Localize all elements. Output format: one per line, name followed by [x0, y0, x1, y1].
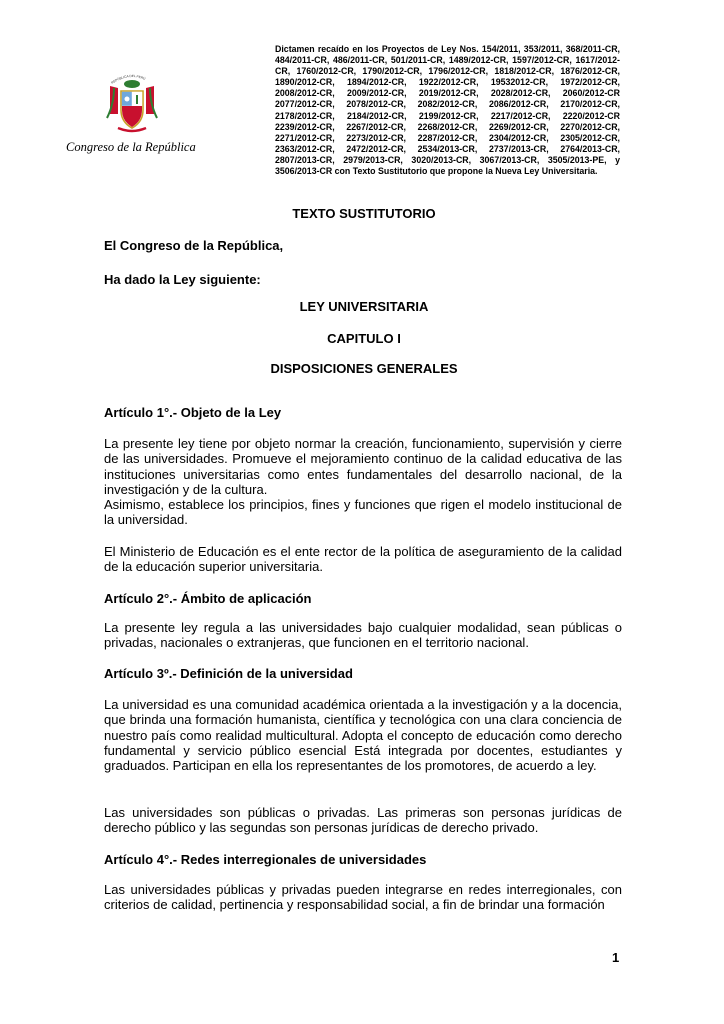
article-3-paragraph-1: La universidad es una comunidad académica orientada a la investigación y a la docencia, que brinda una formación humanista, científica y tecnológica con una clara conciencia de nuestro país como realidad multicultural. Adopta el concepto de educación como derecho fundamental y servicio público esencial Está integrada por docentes, estudiantes y graduados. Participan en ella los representantes de los promotores, de acuerdo a ley.: [104, 697, 622, 774]
article-3-title: Artículo 3º.- Definición de la universidad: [104, 666, 353, 681]
article-2-title: Artículo 2°.- Ámbito de aplicación: [104, 591, 312, 606]
article-4-title: Artículo 4°.- Redes interregionales de universidades: [104, 852, 427, 867]
article-4-paragraph-1: Las universidades públicas y privadas pueden integrarse en redes interregionales, con criterios de calidad, pertinencia y responsabilidad social, a fin de brindar una formación: [104, 882, 622, 913]
texto-sustitutorio-heading: TEXTO SUSTITUTORIO: [292, 206, 436, 221]
page-number: 1: [612, 950, 620, 965]
chapter-heading: CAPITULO I: [327, 331, 401, 346]
article-1-paragraph-1: La presente ley tiene por objeto normar la creación, funcionamiento, supervisión y cierre de las universidades. Promueve el mejoramiento continuo de la calidad educativa de las instituciones universitarias como entes fundamentales del desarrollo nacional, de la investigación y de la cultura.: [104, 436, 622, 497]
institution-block: [58, 68, 208, 168]
article-1-paragraph-2: Asimismo, establece los principios, fines y funciones que rigen el modelo institucional de la universidad.: [104, 497, 622, 528]
coat-of-arms-icon: [104, 74, 160, 136]
dictamen-header: Dictamen recaído en los Proyectos de Ley Nos. 154/2011, 353/2011, 368/2011-CR, 484/2011-CR, 486/2011-CR, 501/2011-CR, 1489/2012-CR, 1597/2012-CR, 1617/2012-CR, 1760/2012-CR, 1790/2012-CR, 1796/2012-CR, 1818/2012-CR, 1876/2012-CR, 1890/2012-CR, 1894/2012-CR, 1922/2012-CR, 19532012-CR, 1972/2012-CR, 2008/2012-CR, 2009/2012-CR, 2019/2012-CR, 2028/2012-CR, 2060/2012-CR 2077/2012-CR, 2078/2012-CR, 2082/2012-CR, 2086/2012-CR, 2170/2012-CR, 2178/2012-CR, 2184/2012-CR, 2199/2012-CR, 2217/2012-CR, 2220/2012-CR 2239/2012-CR, 2267/2012-CR, 2268/2012-CR, 2269/2012-CR, 2270/2012-CR, 2271/2012-CR, 2273/2012-CR, 2287/2012-CR, 2304/2012-CR, 2305/2012-CR, 2363/2012-CR, 2472/2012-CR, 2534/2013-CR, 2737/2013-CR, 2764/2013-CR, 2807/2013-CR, 2979/2013-CR, 3020/2013-CR, 3067/2013-CR, 3505/2013-PE, y 3506/2013-CR con Texto Sustitutorio que propone la Nueva Ley Universitaria.: [275, 44, 620, 177]
ha-dado-line: Ha dado la Ley siguiente:: [104, 272, 261, 287]
congress-line: El Congreso de la República,: [104, 238, 284, 253]
article-1-title: Artículo 1°.- Objeto de la Ley: [104, 405, 282, 420]
article-2-paragraph-1: La presente ley regula a las universidades bajo cualquier modalidad, sean públicas o privadas, nacionales o extranjeras, que funcionen en el territorio nacional.: [104, 620, 622, 651]
article-1-paragraph-3: El Ministerio de Educación es el ente rector de la política de aseguramiento de la calidad de la educación superior universitaria.: [104, 544, 622, 575]
coat-of-arms-text: REPÚBLICA DEL PERÚ: [110, 74, 147, 85]
law-title: LEY UNIVERSITARIA: [299, 299, 429, 314]
article-1-body: [104, 436, 622, 528]
institution-name: Congreso de la República: [66, 140, 196, 154]
chapter-title: DISPOSICIONES GENERALES: [270, 361, 458, 376]
article-3-paragraph-2: Las universidades son públicas o privadas. Las primeras son personas jurídicas de derecho público y las segundas son personas jurídicas de derecho privado.: [104, 805, 622, 836]
